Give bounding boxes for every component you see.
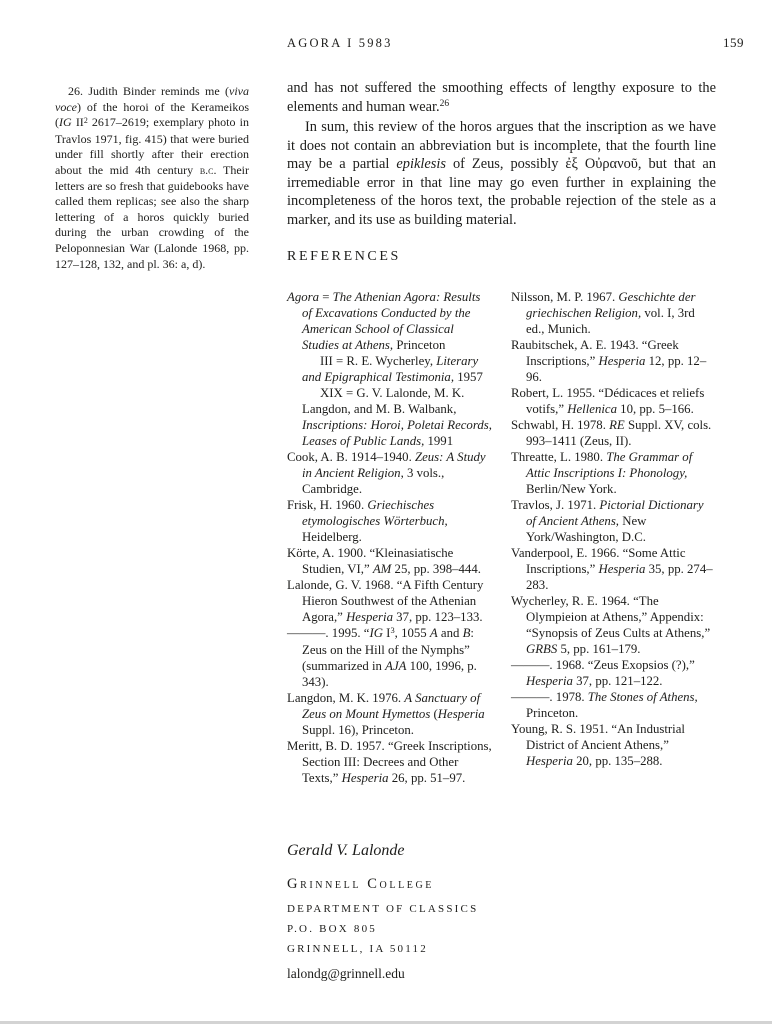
text-run: 26, pp. 51–97. — [388, 771, 466, 785]
text-run: IG — [369, 626, 383, 640]
reference-entry — [287, 353, 492, 385]
text-run: Young, R. S. 1951. “An Industrial District of Ancient Athens,” — [511, 722, 685, 752]
text-run: : Zeus on the Hill of the Nymphs” (summarized in — [302, 626, 474, 673]
reference-entry — [511, 289, 716, 337]
main-text-column — [287, 79, 716, 786]
text-run: Literary and Epigraphical Testimonia, — [302, 354, 479, 384]
city-state-zip-line: GRINNELL, IA 50112 — [287, 943, 428, 955]
text-run: In sum, this review of the horos argues that the inscription as we have it does not contain an abbreviation but is incomplete, that the fourth line may be a partial — [287, 119, 716, 172]
text-run: Hesperia — [598, 562, 646, 576]
text-run: Vanderpool, E. 1966. “Some Attic Inscriptions,” — [511, 546, 686, 576]
text-run: Schwabl, H. 1978. — [511, 418, 610, 432]
text-run: 1957 — [454, 370, 483, 384]
text-run: epiklesis — [396, 156, 446, 172]
running-title: AGORA I 5983 — [287, 36, 393, 50]
text-run: ———. 1978. — [511, 690, 588, 704]
text-run: Raubitschek, A. E. 1943. “Greek Inscriptions,” — [511, 338, 679, 368]
text-run: Hesperia — [526, 754, 573, 768]
text-run: Zeus: A Study in Ancient Religion — [302, 450, 486, 480]
email-address: lalondg@grinnell.edu — [287, 966, 405, 981]
institution-name: Grinnell College — [287, 876, 435, 892]
margin-footnote-26 — [55, 84, 249, 272]
reference-entry — [511, 545, 716, 593]
references-section — [287, 289, 716, 786]
text-run: A — [429, 626, 438, 640]
text-run: New York/Washington, D.C. — [526, 514, 647, 544]
text-run: and has not suffered the smoothing effects of lengthy exposure to the elements and human wear. — [287, 80, 716, 115]
reference-entry — [511, 721, 716, 769]
reference-entry — [287, 497, 492, 545]
text-run: 35, pp. 274–283. — [526, 562, 713, 592]
text-run: IG — [59, 115, 72, 130]
text-run: Hesperia — [437, 707, 485, 721]
text-run: Frisk, H. 1960. — [287, 498, 368, 512]
text-run: 12, pp. 12–96. — [526, 354, 707, 384]
text-run: Körte, A. 1900. “Kleinasiatische Studien, VI,” — [287, 546, 454, 576]
text-run: Lalonde, G. V. 1968. “A Fifth Century Hieron Southwest of the Athenian Agora,” — [287, 578, 484, 624]
reference-entry — [511, 449, 716, 497]
text-run: GRBS — [526, 642, 558, 656]
po-box-line: P.O. BOX 805 — [287, 923, 377, 935]
text-run: Hesperia — [598, 354, 646, 368]
reference-entry — [511, 689, 716, 721]
text-run: II — [71, 115, 84, 130]
text-run: Langdon, M. K. 1976. — [287, 691, 405, 705]
text-run: Threatte, L. 1980. — [511, 450, 607, 464]
reference-entry — [287, 738, 492, 786]
text-run: Griechisches etymologisches Wörterbuch, — [302, 498, 448, 528]
text-run: AM — [372, 562, 392, 576]
text-run: Suppl. XV, cols. 993–1411 (Zeus, II). — [526, 418, 712, 448]
text-run: 26. Judith Binder reminds me ( — [68, 84, 229, 98]
department-name: DEPARTMENT OF CLASSICS — [287, 903, 479, 915]
text-run: AJA — [385, 659, 407, 673]
text-run: 25, pp. 398–444. — [391, 562, 481, 576]
text-run: III = R. E. Wycherley, — [320, 354, 437, 368]
text-run: The Athenian Agora: Results of Excavations Conducted by the American School of Classical Studies at Athens, — [302, 290, 481, 352]
text-run: 1991 — [424, 434, 454, 448]
reference-entry — [287, 385, 492, 449]
text-run: Travlos, J. 1971. — [511, 498, 600, 512]
text-run: 10, pp. 5–166. — [616, 402, 694, 416]
reference-entry — [287, 690, 492, 738]
text-run: , 3 vols., Cambridge. — [302, 466, 445, 496]
text-run: b.c. — [199, 162, 217, 177]
text-run: Inscriptions: Horoi, Poletai Records, Leases of Public Lands, — [302, 418, 492, 448]
text-run: B — [462, 626, 471, 640]
running-head — [287, 36, 744, 51]
text-run: Their letters are so fresh that guidebooks have called them replicas; see also the sharp lettering of a horos quickly buried during the urban crowding of the Peloponnesian War (Lalonde 1968, pp. 127–128, 132, and pl. 36: a, d). — [55, 162, 249, 271]
reference-entry — [287, 449, 492, 497]
text-run: of Zeus, possibly ἐξ Οὐρανοῦ, but that an irremediable error in that line may go even further in explaining the incompleteness of the horos text, the probable rejection of the stele as a marker, and its use as building material. — [287, 156, 716, 228]
text-run: ———. 1995. “ — [287, 626, 370, 640]
text-run: 37, pp. 123–133. — [392, 610, 483, 624]
text-run: ( — [430, 707, 438, 721]
reference-entry — [287, 545, 492, 577]
text-run: 37, pp. 121–122. — [572, 674, 663, 688]
text-run: Berlin/New York. — [526, 482, 617, 496]
text-run: Agora — [287, 290, 319, 304]
text-run: Princeton. — [526, 706, 579, 720]
reference-entry — [287, 289, 492, 353]
references-heading: REFERENCES — [287, 249, 401, 264]
reference-entry — [511, 337, 716, 385]
text-run: Hesperia — [346, 610, 393, 624]
text-run: The Grammar of Attic Inscriptions I: Phonology, — [526, 450, 693, 480]
references-left-column — [287, 289, 492, 786]
reference-entry — [511, 497, 716, 545]
text-run: 2617–2619; exemplary photo in Travlos 1971, fig. 415) that were buried under fill shortly after their erection about the mid 4th century — [55, 115, 249, 177]
author-block — [287, 842, 478, 982]
text-run: vol. I, 3rd ed., Munich. — [526, 306, 695, 336]
text-run: and — [437, 626, 463, 640]
text-run: 20, pp. 135–288. — [572, 754, 663, 768]
text-run: viva voce — [55, 84, 249, 114]
text-run: Geschichte der griechischen Religion, — [526, 290, 696, 320]
text-run: ) of the horoi of the Kerameikos ( — [55, 99, 249, 130]
text-run: I — [382, 626, 391, 640]
text-run: RE — [609, 418, 625, 432]
text-run: 5, pp. 161–179. — [557, 642, 641, 656]
reference-entry — [511, 417, 716, 449]
text-run: Princeton — [393, 338, 446, 352]
paragraph-continuation — [287, 79, 716, 118]
text-run: Heidelberg. — [302, 530, 362, 544]
text-run: Cook, A. B. 1914–1940. — [287, 450, 415, 464]
author-name: Gerald V. Lalonde — [287, 842, 405, 859]
text-run: ———. 1968. “Zeus Exopsios (?),” — [511, 658, 695, 672]
page-number: 159 — [723, 35, 744, 50]
reference-entry — [511, 385, 716, 417]
text-run: Robert, L. 1955. “Dédicaces et reliefs votifs,” — [511, 386, 705, 416]
text-run: Suppl. 16), Princeton. — [302, 723, 414, 737]
text-run: The Stones of Athens, — [587, 690, 698, 704]
references-right-column — [511, 289, 716, 786]
text-run: Pictorial Dictionary of Ancient Athens, — [526, 498, 704, 528]
text-run: XIX = G. V. Lalonde, M. K. Langdon, and M. B. Walbank, — [302, 386, 465, 416]
reference-entry — [511, 657, 716, 689]
text-run: A Sanctuary of Zeus on Mount Hymettos — [302, 691, 481, 721]
text-run: 2 — [83, 115, 88, 125]
text-run: 26 — [439, 99, 450, 110]
text-run: Hesperia — [341, 771, 389, 785]
reference-entry — [287, 625, 492, 690]
text-run: 3 — [390, 625, 395, 636]
text-run: , 1055 — [394, 626, 430, 640]
text-run: 100, 1996, p. 343). — [302, 659, 477, 689]
reference-entry — [287, 577, 492, 625]
paragraph-summary — [287, 118, 716, 229]
text-run: Hesperia — [526, 674, 573, 688]
text-run: Meritt, B. D. 1957. “Greek Inscriptions, Section III: Decrees and Other Texts,” — [287, 739, 492, 785]
text-run: = — [319, 290, 333, 304]
text-run: Hellenica — [567, 402, 617, 416]
text-run: Nilsson, M. P. 1967. — [511, 290, 619, 304]
text-run: Wycherley, R. E. 1964. “The Olympieion at Athens,” Appendix: “Synopsis of Zeus Cults at Athens,” — [511, 594, 711, 640]
reference-entry — [511, 593, 716, 657]
